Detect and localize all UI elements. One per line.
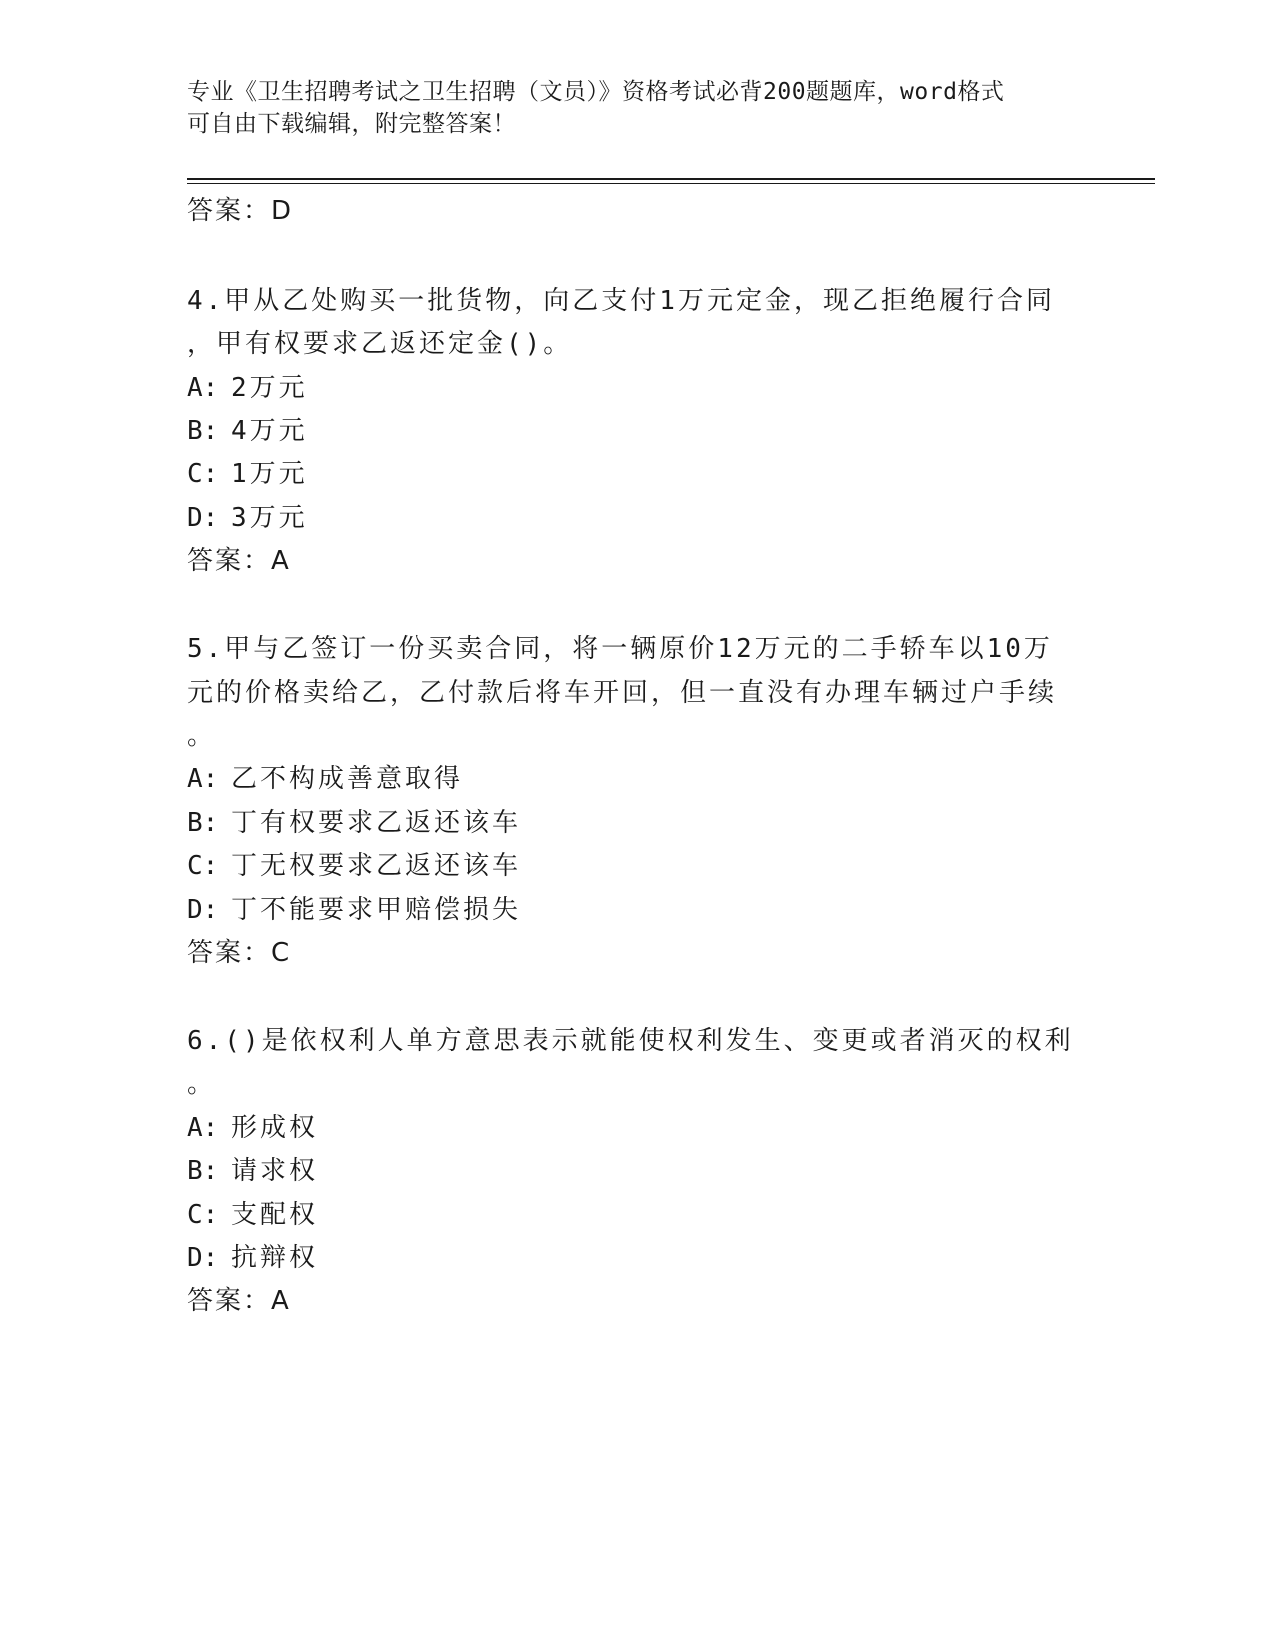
option-text: 4万元 xyxy=(231,416,308,446)
option-text: 丁不能要求甲赔偿损失 xyxy=(231,895,522,925)
header-rule-thick xyxy=(187,178,1155,180)
question-4-option-d xyxy=(187,500,308,536)
option-text: 形成权 xyxy=(231,1113,319,1143)
option-letter: B: xyxy=(187,808,219,838)
document-header xyxy=(187,76,1067,140)
option-letter: D: xyxy=(187,1243,219,1273)
option-text: 请求权 xyxy=(231,1156,319,1186)
question-4-option-c xyxy=(187,456,308,492)
question-5-line-3: 。 xyxy=(187,721,217,751)
option-text: 乙不构成善意取得 xyxy=(231,764,464,794)
question-6-option-b xyxy=(187,1153,318,1189)
option-letter: D: xyxy=(187,503,219,533)
option-letter: C: xyxy=(187,459,219,489)
option-text: 丁有权要求乙返还该车 xyxy=(231,808,522,838)
option-text: 抗辩权 xyxy=(231,1243,319,1273)
question-4-line-2: ，甲有权要求乙返还定金()。 xyxy=(187,329,573,359)
option-letter: A: xyxy=(187,764,219,794)
option-letter: C: xyxy=(187,851,219,881)
question-6-option-c xyxy=(187,1197,318,1233)
option-letter: D: xyxy=(187,895,219,925)
question-4-answer: 答案：A xyxy=(187,546,291,576)
option-text: 2万元 xyxy=(231,373,308,403)
previous-answer: 答案：D xyxy=(187,196,294,226)
question-6-line-2: 。 xyxy=(187,1069,217,1099)
option-letter: C: xyxy=(187,1200,219,1230)
option-text: 3万元 xyxy=(231,503,308,533)
option-letter: A: xyxy=(187,373,219,403)
question-6-line-1: 6.()是依权利人单方意思表示就能使权利发生、变更或者消灭的权利 xyxy=(187,1026,1074,1056)
question-6-option-d xyxy=(187,1240,318,1276)
question-5-line-1: 5.甲与乙签订一份买卖合同，将一辆原价12万元的二手轿车以10万 xyxy=(187,634,1053,664)
question-5-option-b xyxy=(187,805,521,841)
question-6-option-a xyxy=(187,1110,318,1146)
header-rule-thin xyxy=(187,183,1155,184)
option-letter: A: xyxy=(187,1113,219,1143)
question-6-answer: 答案：A xyxy=(187,1286,291,1316)
option-text: 支配权 xyxy=(231,1200,319,1230)
question-5-option-d xyxy=(187,892,521,928)
option-text: 1万元 xyxy=(231,459,308,489)
question-4-line-1: 4.甲从乙处购买一批货物，向乙支付1万元定金，现乙拒绝履行合同 xyxy=(187,286,1055,316)
question-5-option-c xyxy=(187,848,521,884)
option-letter: B: xyxy=(187,416,219,446)
header-line-1: 专业《卫生招聘考试之卫生招聘（文员）》资格考试必背200题题库，word格式 xyxy=(187,79,1005,105)
header-line-2: 可自由下载编辑，附完整答案！ xyxy=(187,111,516,137)
question-4-option-a xyxy=(187,370,308,406)
question-4-option-b xyxy=(187,413,308,449)
question-5-line-2: 元的价格卖给乙，乙付款后将车开回，但一直没有办理车辆过户手续 xyxy=(187,678,1058,708)
option-letter: B: xyxy=(187,1156,219,1186)
question-5-answer: 答案：C xyxy=(187,938,292,968)
option-text: 丁无权要求乙返还该车 xyxy=(231,851,522,881)
question-5-option-a xyxy=(187,761,463,797)
